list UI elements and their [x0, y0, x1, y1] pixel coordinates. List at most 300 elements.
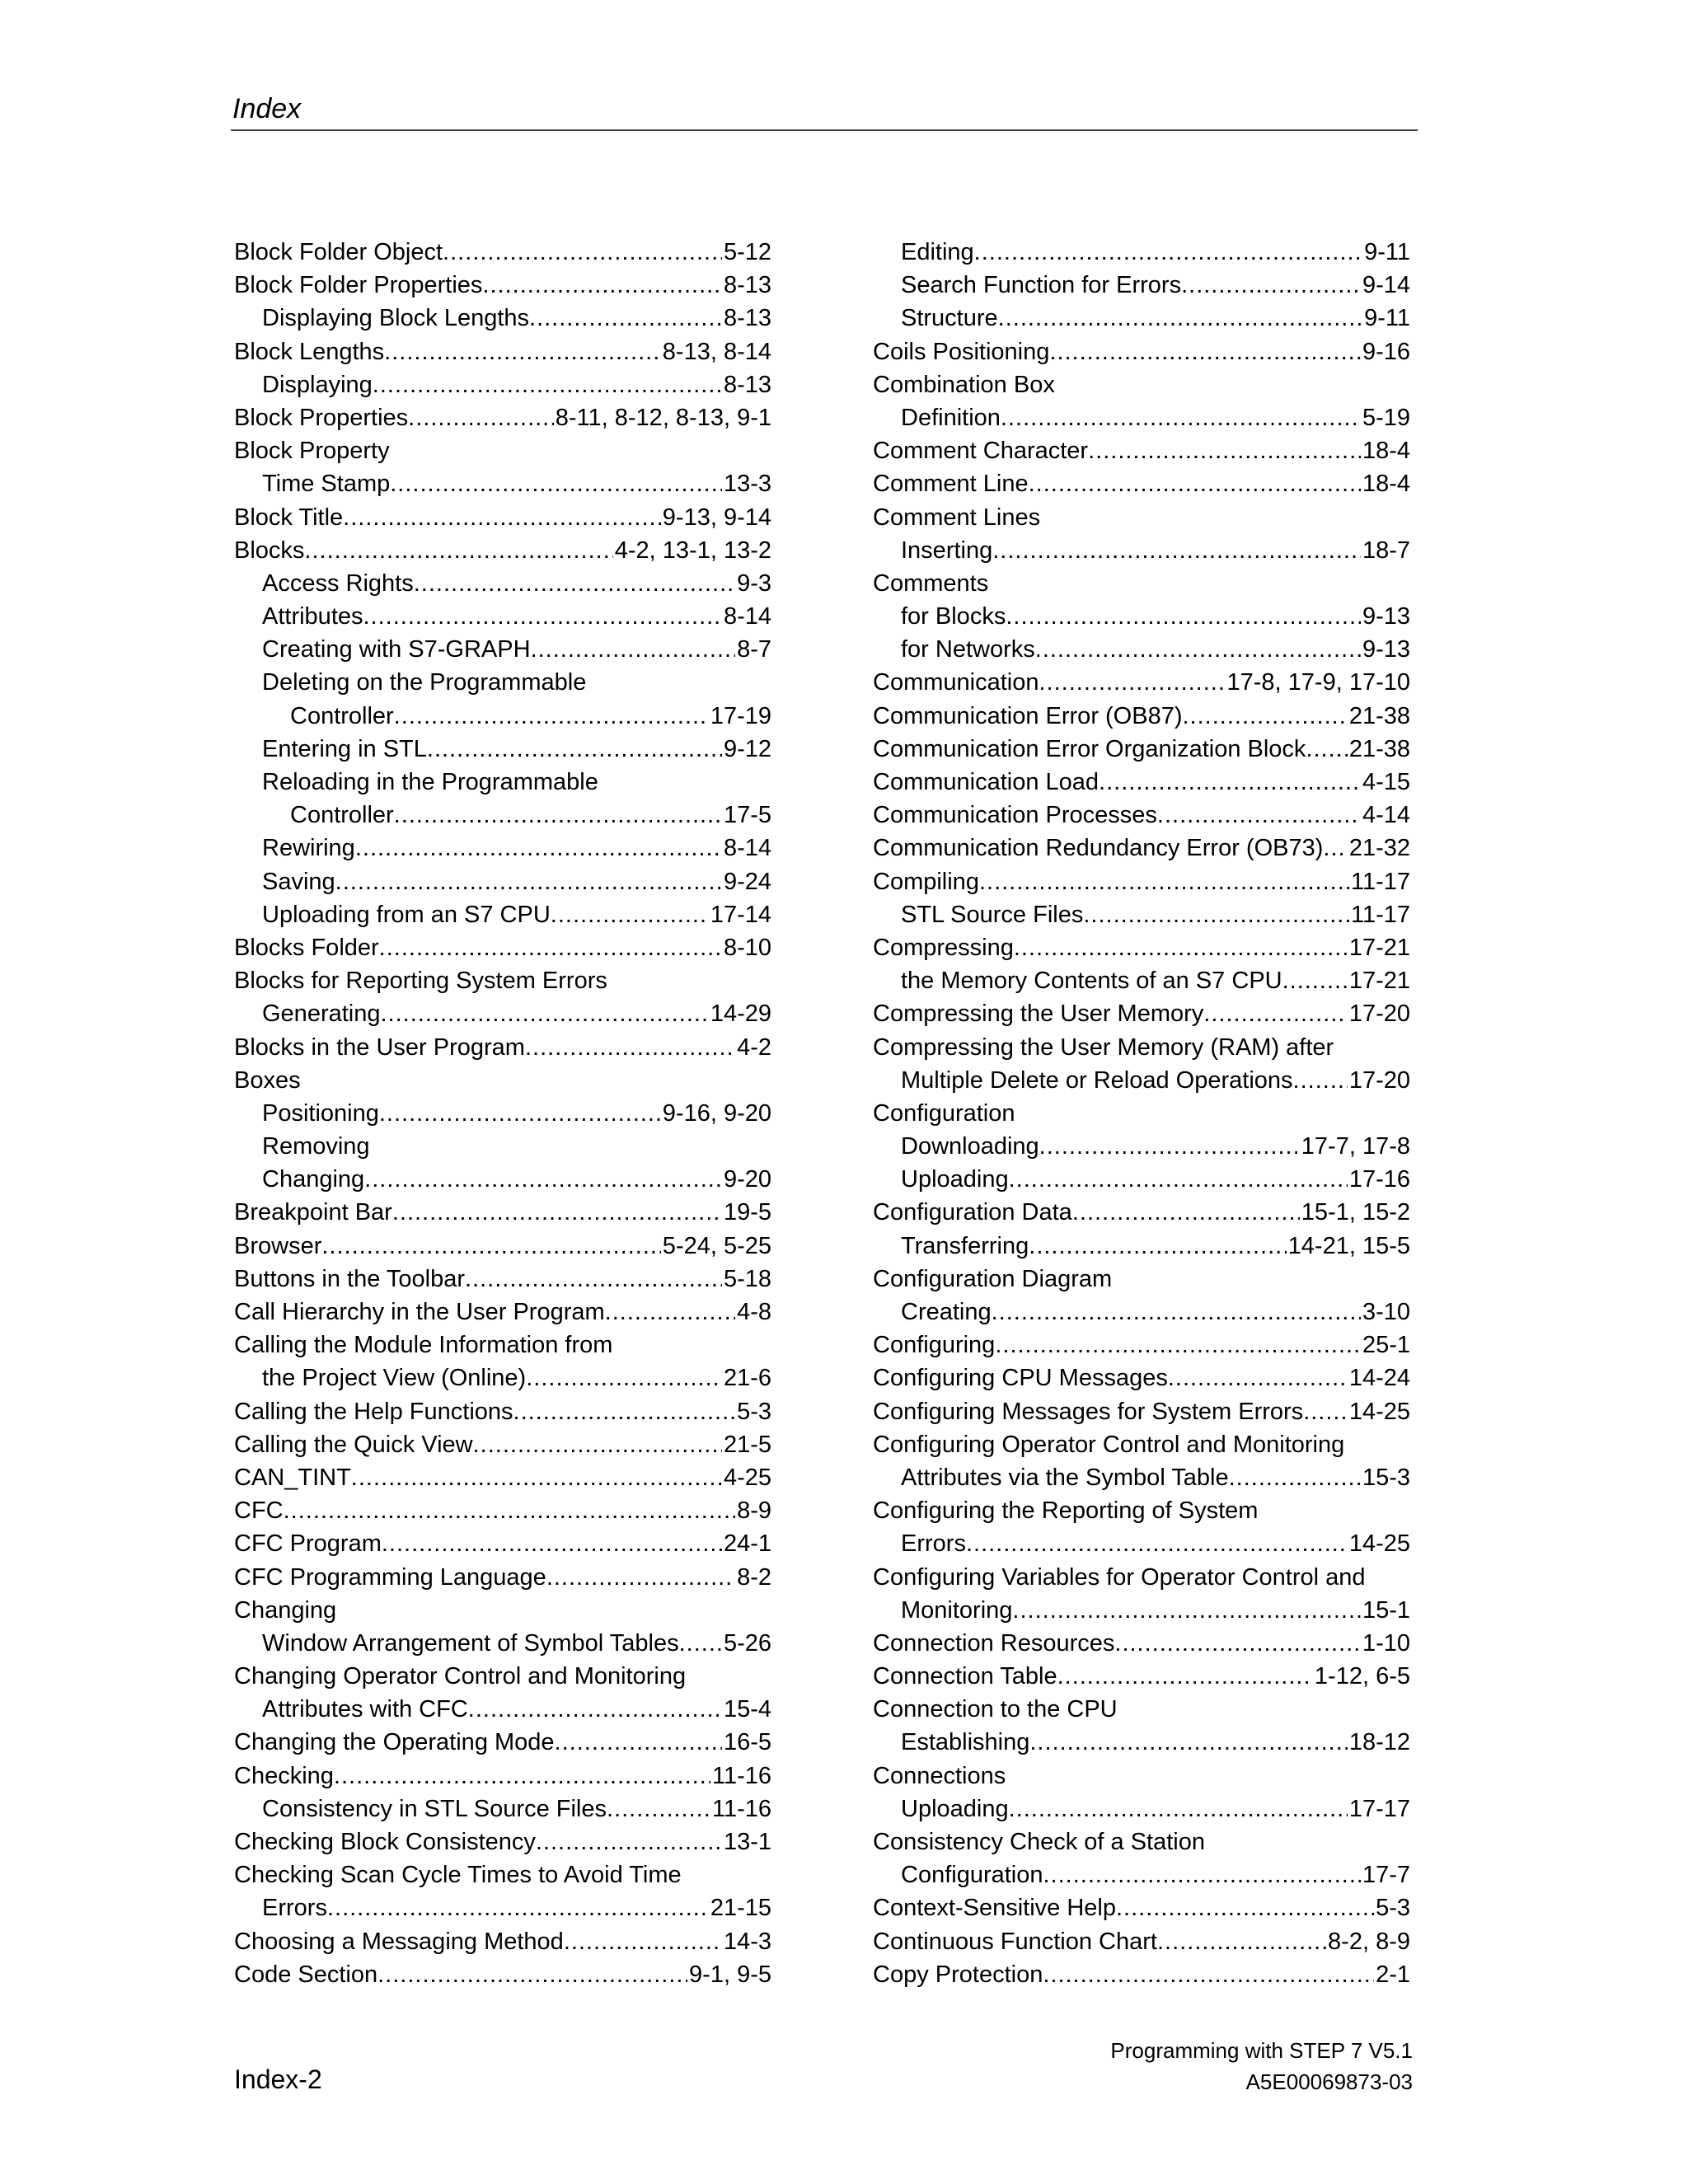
page-references: 9-12 [723, 735, 771, 762]
index-term: Attributes via the Symbol Table [901, 1464, 1229, 1491]
index-term: Changing [234, 1596, 337, 1624]
dot-leader [351, 1461, 722, 1494]
dot-leader [1006, 600, 1361, 633]
dot-leader [394, 700, 709, 733]
index-term: Downloading [901, 1133, 1039, 1160]
index-term: Checking Scan Cycle Times to Avoid Time [234, 1862, 682, 1889]
index-entry [234, 1097, 771, 1130]
index-term: Checking [234, 1762, 334, 1789]
dot-leader [1282, 964, 1348, 997]
index-term: Comment Lines [873, 504, 1041, 531]
index-term: Code Section [234, 1961, 378, 1988]
index-entry [234, 600, 771, 633]
index-entry [234, 1793, 771, 1825]
dot-leader [382, 1527, 722, 1560]
dot-leader [555, 1726, 722, 1759]
index-entry [234, 1064, 771, 1097]
dot-leader [1035, 633, 1361, 666]
index-entry [873, 964, 1410, 997]
page-references: 17-17 [1348, 1795, 1410, 1822]
dot-leader [531, 633, 736, 666]
index-entry [873, 567, 1410, 600]
index-term: Connections [873, 1762, 1006, 1789]
index-entry [234, 501, 771, 534]
index-term: CFC Programming Language [234, 1563, 546, 1591]
index-entry [234, 1693, 771, 1726]
index-term: Establishing [901, 1729, 1030, 1756]
page-references: 5-19 [1362, 404, 1410, 431]
dot-leader [343, 501, 661, 534]
index-entry [873, 666, 1410, 699]
index-term: Continuous Function Chart [873, 1928, 1157, 1955]
index-entry [234, 799, 771, 832]
index-column-left [234, 236, 771, 1991]
index-term: Communication Redundancy Error (OB73) [873, 835, 1324, 862]
index-term: Configuration [901, 1862, 1043, 1889]
page-references: 4-2 [737, 1033, 771, 1061]
dot-leader [992, 534, 1361, 567]
index-term: Breakpoint Bar [234, 1199, 392, 1226]
dot-leader [334, 1760, 710, 1793]
dot-leader [381, 997, 709, 1030]
index-entry [873, 1130, 1410, 1163]
dot-leader [1114, 1627, 1361, 1660]
index-entry [234, 633, 771, 666]
dot-leader [392, 1196, 722, 1229]
page-references: 15-1, 15-2 [1301, 1199, 1410, 1226]
dot-leader [373, 368, 722, 401]
index-entry [873, 1561, 1410, 1594]
dot-leader [529, 302, 722, 335]
page-references: 8-13 [723, 272, 771, 299]
index-term: Communication Error Organization Block [873, 735, 1306, 762]
page-references: 21-32 [1348, 835, 1410, 862]
index-entry [873, 1760, 1410, 1793]
dot-leader [679, 1627, 722, 1660]
index-entry [234, 467, 771, 500]
index-term: Copy Protection [873, 1961, 1043, 1988]
index-term: CFC Program [234, 1530, 382, 1558]
page-references: 5-12 [723, 239, 771, 265]
page-references: 17-21 [1348, 934, 1410, 961]
index-term: Configuring [873, 1332, 996, 1359]
index-term: Compressing the User Memory [873, 1001, 1204, 1028]
index-term: Removing [262, 1133, 370, 1160]
index-term: Window Arrangement of Symbol Tables [262, 1629, 679, 1657]
index-entry [234, 1825, 771, 1858]
page-references: 13-3 [723, 471, 771, 498]
dot-leader [1306, 733, 1347, 766]
page-references: 9-13 [1362, 603, 1410, 630]
index-term: Connection Table [873, 1663, 1057, 1690]
index-term: Monitoring [901, 1596, 1013, 1624]
index-entry [234, 1329, 771, 1361]
index-entry [234, 865, 771, 898]
index-term: Communication [873, 669, 1039, 696]
page-references: 17-14 [710, 901, 771, 928]
index-term: Compressing [873, 934, 1014, 961]
index-term: Coils Positioning [873, 338, 1050, 365]
index-entry [873, 1858, 1410, 1891]
index-term: Communication Processes [873, 802, 1157, 829]
index-entry [873, 1395, 1410, 1428]
index-entry [234, 931, 771, 964]
page-references: 17-20 [1348, 1066, 1410, 1094]
page-references: 14-25 [1348, 1530, 1410, 1558]
index-term: Uploading from an S7 CPU [262, 901, 551, 928]
index-term: Block Title [234, 504, 344, 531]
index-term: the Memory Contents of an S7 CPU [901, 968, 1282, 995]
index-term: Configuration Data [873, 1199, 1072, 1226]
index-entry [234, 1461, 771, 1494]
index-entry [873, 534, 1410, 567]
index-entry [873, 1428, 1410, 1461]
index-term: Configuring Messages for System Errors [873, 1398, 1304, 1425]
index-term: for Blocks [901, 603, 1006, 630]
index-entry [873, 1196, 1410, 1229]
page-references: 14-3 [723, 1928, 771, 1955]
index-entry [873, 302, 1410, 335]
page-references: 8-7 [737, 636, 771, 663]
index-term: Block Lengths [234, 338, 385, 365]
page-references: 8-2 [737, 1563, 771, 1591]
footer-page-number: Index-2 [234, 2064, 322, 2094]
index-entry [873, 766, 1410, 799]
dot-leader [1057, 1660, 1313, 1693]
dot-leader [995, 1329, 1361, 1361]
index-term: Uploading [901, 1166, 1009, 1193]
dot-leader [1009, 1163, 1348, 1196]
index-entry [234, 832, 771, 865]
index-entry [873, 1793, 1410, 1825]
index-entry [234, 567, 771, 600]
index-term: Block Folder Properties [234, 272, 483, 299]
page-references: 19-5 [723, 1199, 771, 1226]
index-entry [873, 1825, 1410, 1858]
page-references: 1-10 [1362, 1629, 1410, 1657]
index-term: Block Property [234, 438, 390, 465]
dot-leader [1029, 467, 1361, 500]
index-term: Multiple Delete or Reload Operations [901, 1066, 1293, 1094]
page-references: 5-18 [723, 1265, 771, 1292]
index-term: Calling the Help Functions [234, 1398, 513, 1425]
index-term: Definition [901, 404, 1001, 431]
dot-leader [1157, 1925, 1326, 1958]
dot-leader [1043, 1958, 1374, 1991]
index-entry [234, 236, 771, 269]
page-references: 11-17 [1350, 868, 1410, 895]
page-references: 9-11 [1364, 239, 1410, 265]
dot-leader [364, 1163, 722, 1196]
index-term: Checking Block Consistency [234, 1829, 536, 1855]
index-term: Connection Resources [873, 1629, 1115, 1657]
page-references: 18-12 [1348, 1729, 1410, 1756]
index-term: Deleting on the Programmable [262, 669, 587, 696]
dot-leader [482, 269, 722, 302]
index-term: the Project View (Online) [262, 1365, 527, 1392]
page-references: 24-1 [723, 1530, 771, 1558]
index-entry [234, 1263, 771, 1296]
dot-leader [1229, 1461, 1361, 1494]
page-references: 14-29 [710, 1001, 771, 1028]
dot-leader [321, 1230, 660, 1263]
dot-leader [1099, 766, 1361, 799]
index-term: Displaying Block Lengths [262, 305, 530, 332]
index-entry [234, 1428, 771, 1461]
dot-leader [363, 600, 722, 633]
index-entry [873, 931, 1410, 964]
footer-document-title: Programming with STEP 7 V5.1 [1110, 2038, 1413, 2063]
dot-leader [335, 865, 722, 898]
index-entry [234, 1660, 771, 1693]
page-references: 9-24 [723, 868, 771, 895]
index-entry [873, 898, 1410, 931]
index-entry [873, 633, 1410, 666]
index-term: Blocks [234, 537, 305, 564]
page-references: 21-6 [723, 1365, 771, 1392]
page-references: 9-1, 9-5 [689, 1961, 771, 1988]
index-entry [234, 1726, 771, 1759]
index-term: Configuring Operator Control and Monitoring [873, 1431, 1345, 1458]
index-term: Entering in STL [262, 735, 427, 762]
index-entry [873, 1329, 1410, 1361]
index-entry [234, 964, 771, 997]
index-entry [234, 302, 771, 335]
page-references: 21-15 [710, 1895, 771, 1922]
index-term: Creating [901, 1299, 992, 1325]
page-references: 16-5 [723, 1729, 771, 1756]
dot-leader [1183, 700, 1348, 733]
page-references: 8-10 [723, 934, 771, 961]
page-references: 17-21 [1348, 968, 1410, 995]
index-entry [873, 1958, 1410, 1991]
index-entry [234, 1925, 771, 1958]
index-term: Connection to the CPU [873, 1696, 1118, 1723]
index-term: CFC [234, 1497, 284, 1525]
index-entry [873, 501, 1410, 534]
page-references: 8-13 [723, 371, 771, 398]
dot-leader [468, 1693, 722, 1726]
dot-leader [304, 534, 612, 567]
dot-leader [1203, 997, 1348, 1030]
page-references: 17-19 [710, 702, 771, 729]
page-references: 5-26 [723, 1629, 771, 1657]
index-term: Block Properties [234, 404, 409, 431]
page-references: 18-4 [1362, 471, 1410, 498]
index-term: Context-Sensitive Help [873, 1895, 1116, 1922]
index-entry [234, 1031, 771, 1064]
index-entry [234, 666, 771, 699]
page-references: 5-3 [737, 1398, 771, 1425]
page-references: 17-16 [1348, 1166, 1410, 1193]
index-entry [234, 1561, 771, 1594]
page-references: 3-10 [1362, 1299, 1410, 1325]
index-entry [873, 269, 1410, 302]
index-term: Block Folder Object [234, 239, 443, 265]
index-entry [873, 1064, 1410, 1097]
index-entry [234, 997, 771, 1030]
dot-leader [1039, 666, 1225, 699]
index-entry [873, 1925, 1410, 1958]
index-entry [873, 434, 1410, 467]
page-references: 11-17 [1350, 901, 1410, 928]
dot-leader [1323, 832, 1347, 865]
page-references: 8-2, 8-9 [1328, 1928, 1410, 1955]
index-term: for Networks [901, 636, 1035, 663]
index-entry [234, 898, 771, 931]
page-references: 8-9 [737, 1497, 771, 1525]
index-entry [234, 1891, 771, 1924]
page-references: 4-8 [737, 1299, 771, 1325]
dot-leader [408, 401, 554, 434]
footer-document-code: A5E00069873-03 [1245, 2069, 1413, 2094]
index-term: Comment Character [873, 438, 1089, 465]
dot-leader [327, 1891, 709, 1924]
dot-leader [379, 931, 722, 964]
index-term: Changing [262, 1166, 365, 1193]
page-references: 9-16, 9-20 [662, 1099, 771, 1127]
page-references: 18-4 [1362, 438, 1410, 465]
index-term: Choosing a Messaging Method [234, 1928, 564, 1955]
index-entry [873, 1296, 1410, 1329]
index-term: Uploading [901, 1795, 1009, 1822]
dot-leader [979, 865, 1349, 898]
page-references: 14-24 [1348, 1365, 1410, 1392]
page-references: 8-14 [723, 603, 771, 630]
index-entry [234, 1527, 771, 1560]
index-term: Creating with S7-GRAPH [262, 636, 531, 663]
dot-leader [605, 1296, 735, 1329]
dot-leader [377, 1958, 687, 1991]
dot-leader [390, 467, 722, 500]
dot-leader [607, 1793, 710, 1825]
page-references: 9-3 [737, 569, 771, 597]
index-entry [873, 832, 1410, 865]
index-entry [234, 401, 771, 434]
dot-leader [1303, 1395, 1348, 1428]
index-term: Controller [290, 802, 394, 829]
index-entry [873, 1097, 1410, 1130]
page-references: 4-15 [1362, 769, 1410, 795]
page-references: 17-8, 17-9, 17-10 [1226, 669, 1410, 696]
page-references: 5-3 [1376, 1895, 1410, 1922]
index-entry [873, 1726, 1410, 1759]
index-entry [234, 434, 771, 467]
page-references: 4-14 [1362, 802, 1410, 829]
dot-leader [1157, 799, 1361, 832]
dot-leader [355, 832, 722, 865]
dot-leader [394, 799, 722, 832]
dot-leader [1009, 1793, 1348, 1825]
index-entry [873, 1263, 1410, 1296]
dot-leader [1029, 1230, 1286, 1263]
index-term: Combination Box [873, 371, 1055, 398]
index-entry [234, 1296, 771, 1329]
page-references: 21-5 [723, 1431, 771, 1458]
dot-leader [379, 1097, 661, 1130]
dot-leader [414, 567, 735, 600]
page-references: 11-16 [711, 1762, 771, 1789]
dot-leader [1001, 401, 1361, 434]
index-entry [873, 600, 1410, 633]
index-term: Call Hierarchy in the User Program [234, 1299, 605, 1325]
index-term: Errors [262, 1895, 327, 1922]
page-references: 5-24, 5-25 [662, 1232, 771, 1259]
index-term: Access Rights [262, 569, 414, 597]
page-references: 17-7 [1362, 1862, 1410, 1889]
dot-leader [1168, 1361, 1348, 1394]
index-entry [873, 467, 1410, 500]
dot-leader [1116, 1891, 1374, 1924]
index-entry [873, 1891, 1410, 1924]
index-entry [873, 1594, 1410, 1627]
index-entry [873, 401, 1410, 434]
dot-leader [974, 236, 1362, 269]
index-term: Browser [234, 1232, 322, 1259]
dot-leader [465, 1263, 722, 1296]
index-entry [873, 1461, 1410, 1494]
index-term: Calling the Module Information from [234, 1332, 613, 1359]
index-entry [873, 368, 1410, 401]
index-term: Blocks Folder [234, 934, 379, 961]
dot-leader [1029, 1726, 1347, 1759]
dot-leader [1088, 434, 1361, 467]
index-entry [234, 1494, 771, 1527]
page-references: 13-1 [723, 1829, 771, 1855]
page-references: 9-14 [1362, 272, 1410, 299]
index-entry [234, 1858, 771, 1891]
dot-leader [1012, 1594, 1361, 1627]
index-term: Communication Error (OB87) [873, 702, 1183, 729]
index-entry [234, 1361, 771, 1394]
page-references: 8-14 [723, 835, 771, 862]
index-term: Compressing the User Memory (RAM) after [873, 1033, 1334, 1061]
page-references: 21-38 [1348, 702, 1410, 729]
dot-leader [1043, 1858, 1361, 1891]
index-term: Comments [873, 569, 989, 597]
index-entry [873, 1660, 1410, 1693]
index-term: STL Source Files [901, 901, 1084, 928]
index-term: Controller [290, 702, 394, 729]
index-term: Rewiring [262, 835, 355, 862]
index-entry [873, 1163, 1410, 1196]
dot-leader [546, 1561, 735, 1594]
index-entry [873, 1527, 1410, 1560]
index-entry [234, 1760, 771, 1793]
index-column-right [873, 236, 1410, 1991]
index-term: Communication Load [873, 769, 1100, 795]
index-entry [873, 700, 1410, 733]
page-references: 9-16 [1362, 338, 1410, 365]
index-entry [234, 1594, 771, 1627]
dot-leader [1181, 269, 1361, 302]
dot-leader [384, 335, 661, 368]
dot-leader [551, 898, 709, 931]
index-term: Configuring the Reporting of System [873, 1497, 1259, 1525]
dot-leader [1039, 1130, 1300, 1163]
index-entry [873, 997, 1410, 1030]
dot-leader [1083, 898, 1349, 931]
index-entry [234, 700, 771, 733]
index-term: Changing Operator Control and Monitoring [234, 1663, 687, 1690]
index-term: Displaying [262, 371, 373, 398]
page-references: 9-20 [723, 1166, 771, 1193]
dot-leader [443, 236, 722, 269]
index-entry [234, 1230, 771, 1263]
index-term: Consistency Check of a Station [873, 1829, 1205, 1855]
index-term: Attributes [262, 603, 363, 630]
page-references: 11-16 [711, 1795, 771, 1822]
